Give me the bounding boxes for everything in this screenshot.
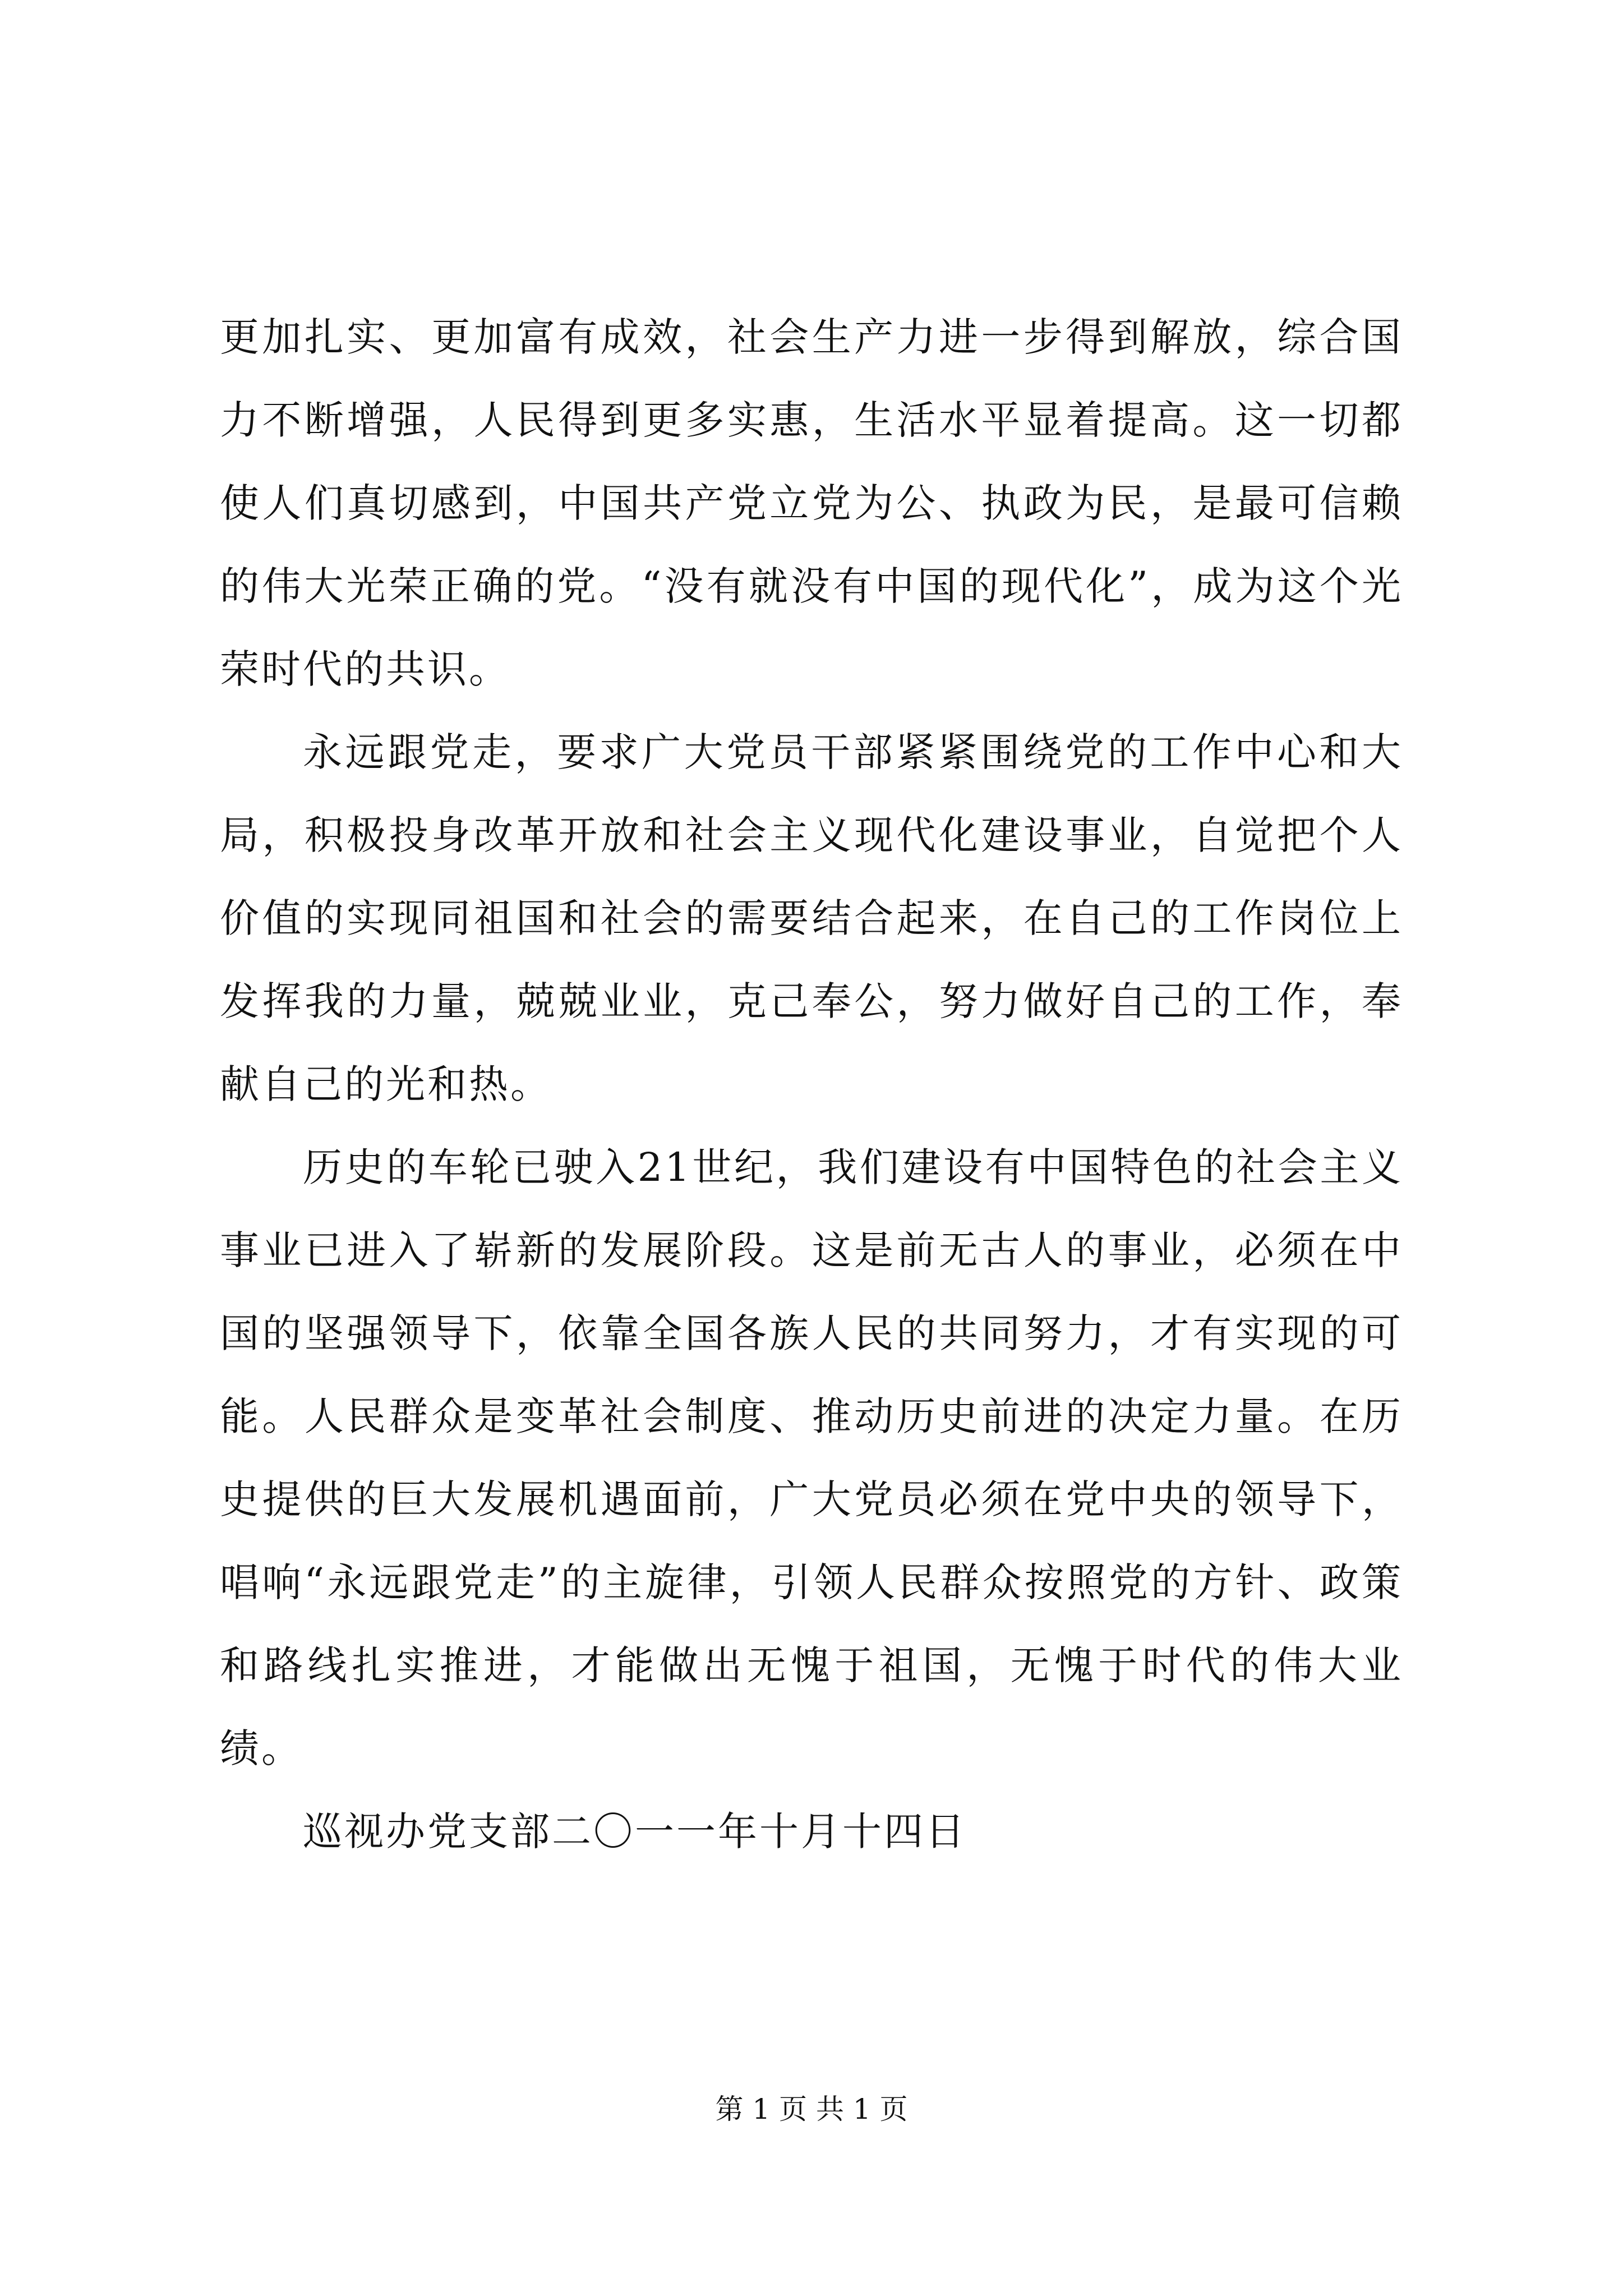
document-body — [220, 296, 1403, 1873]
paragraph-follow-party: 永远跟党走，要求广大党员干部紧紧围绕党的工作中心和大局，积极投身改革开放和社会主义现代化建设事业，自觉把个人价值的实现同祖国和社会的需要结合起来，在自己的工作岗位上发挥我的力量，兢兢业业，克己奉公，努力做好自己的工作，奉献自己的光和热。 — [220, 729, 1403, 1107]
paragraph-history: 历史的车轮已驶入21世纪，我们建设有中国特色的社会主义事业已进入了崭新的发展阶段。这是前无古人的事业，必须在中国的坚强领导下，依靠全国各族人民的共同努力，才有实现的可能。人民群众是变革社会制度、推动历史前进的决定力量。在历史提供的巨大发展机遇面前，广大党员必须在党中央的领导下，唱响“永远跟党走”的主旋律，引领人民群众按照党的方针、政策和路线扎实推进，才能做出无愧于祖国，无愧于时代的伟大业绩。 — [220, 1144, 1403, 1772]
page-footer: 第 1 页 共 1 页 — [715, 2093, 908, 2125]
signature-line: 巡视办党支部二〇一一年十月十四日 — [303, 1809, 967, 1855]
paragraph-continuation: 更加扎实、更加富有成效，社会生产力进一步得到解放，综合国力不断增强，人民得到更多实惠，生活水平显着提高。这一切都使人们真切感到，中国共产党立党为公、执政为民，是最可信赖的伟大光荣正确的党。“没有就没有中国的现代化”，成为这个光荣时代的共识。 — [220, 314, 1403, 692]
